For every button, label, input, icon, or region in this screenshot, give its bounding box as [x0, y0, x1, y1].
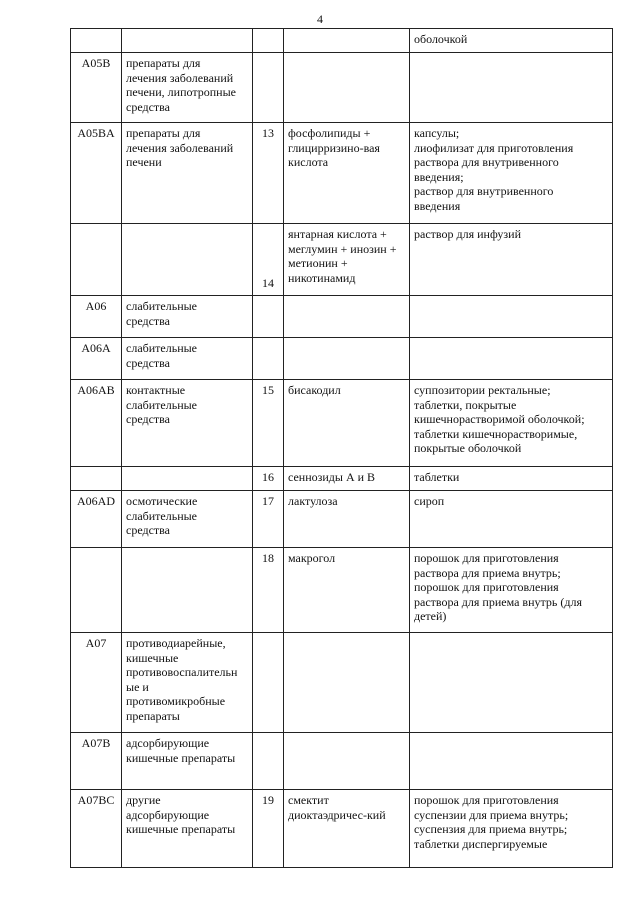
number-cell: 19	[253, 790, 284, 868]
table-row	[71, 29, 613, 53]
atc-code-cell: A05B	[71, 53, 122, 123]
number-cell	[253, 29, 284, 53]
table-row	[71, 491, 613, 548]
table-row	[71, 548, 613, 633]
group-cell: препараты для лечения заболеваний печени	[122, 123, 253, 224]
group-cell	[122, 224, 253, 296]
table-row	[71, 338, 613, 380]
inn-cell: лактулоза	[284, 491, 410, 548]
dosage-form-cell: сироп	[410, 491, 613, 548]
dosage-form-cell	[410, 733, 613, 790]
dosage-form-cell: раствор для инфузий	[410, 224, 613, 296]
atc-code-cell: A07	[71, 633, 122, 733]
dosage-form-cell	[410, 633, 613, 733]
table-row	[71, 123, 613, 224]
dosage-form-cell: суппозитории ректальные; таблетки, покрытые кишечнорастворимой оболочкой; таблетки кишечнорастворимые, покрытые оболочкой	[410, 380, 613, 467]
inn-cell	[284, 53, 410, 123]
atc-code-cell: A06	[71, 296, 122, 338]
atc-code-cell	[71, 29, 122, 53]
number-cell	[253, 338, 284, 380]
table-row	[71, 733, 613, 790]
inn-cell	[284, 733, 410, 790]
atc-code-cell: A06AB	[71, 380, 122, 467]
dosage-form-cell: порошок для приготовления суспензии для приема внутрь; суспензия для приема внутрь; таблетки диспергируемые	[410, 790, 613, 868]
atc-code-cell: A07B	[71, 733, 122, 790]
dosage-form-cell	[410, 53, 613, 123]
atc-code-cell: A05BA	[71, 123, 122, 224]
group-cell: препараты для лечения заболеваний печени, липотропные средства	[122, 53, 253, 123]
atc-code-cell	[71, 224, 122, 296]
group-cell: другие адсорбирующие кишечные препараты	[122, 790, 253, 868]
atc-code-cell	[71, 548, 122, 633]
dosage-form-cell: таблетки	[410, 467, 613, 491]
group-cell	[122, 467, 253, 491]
page-number: 4	[317, 12, 323, 26]
group-cell: осмотические слабительные средства	[122, 491, 253, 548]
number-cell	[253, 633, 284, 733]
inn-cell	[284, 633, 410, 733]
table-row	[71, 467, 613, 491]
inn-cell	[284, 338, 410, 380]
atc-code-cell: A07BC	[71, 790, 122, 868]
number-cell	[253, 733, 284, 790]
number-cell: 17	[253, 491, 284, 548]
dosage-form-cell	[410, 296, 613, 338]
number-cell: 13	[253, 123, 284, 224]
atc-code-cell	[71, 467, 122, 491]
atc-code-cell: A06A	[71, 338, 122, 380]
inn-cell: фосфолипиды + глицирризино-вая кислота	[284, 123, 410, 224]
inn-cell	[284, 29, 410, 53]
number-cell: 16	[253, 467, 284, 491]
inn-cell	[284, 296, 410, 338]
group-cell: контактные слабительные средства	[122, 380, 253, 467]
dosage-form-cell	[410, 338, 613, 380]
dosage-form-cell: оболочкой	[410, 29, 613, 53]
table-row	[71, 790, 613, 868]
group-cell: адсорбирующие кишечные препараты	[122, 733, 253, 790]
number-cell	[253, 296, 284, 338]
drug-table	[70, 28, 613, 868]
table-row	[71, 633, 613, 733]
table-row	[71, 53, 613, 123]
number-cell: 18	[253, 548, 284, 633]
inn-cell: смектит диоктаэдричес-кий	[284, 790, 410, 868]
inn-cell: янтарная кислота + меглумин + инозин + метионин + никотинамид	[284, 224, 410, 296]
inn-cell: сеннозиды А и В	[284, 467, 410, 491]
number-cell: 14	[253, 224, 284, 296]
table-row	[71, 224, 613, 296]
table-row	[71, 380, 613, 467]
group-cell: противодиарейные, кишечные противовоспалительн ые и противомикробные препараты	[122, 633, 253, 733]
group-cell	[122, 548, 253, 633]
number-cell	[253, 53, 284, 123]
table-row	[71, 296, 613, 338]
atc-code-cell: A06AD	[71, 491, 122, 548]
number-cell: 15	[253, 380, 284, 467]
group-cell: слабительные средства	[122, 296, 253, 338]
dosage-form-cell: капсулы; лиофилизат для приготовления раствора для внутривенного введения; раствор для внутривенного введения	[410, 123, 613, 224]
inn-cell: бисакодил	[284, 380, 410, 467]
group-cell	[122, 29, 253, 53]
group-cell: слабительные средства	[122, 338, 253, 380]
inn-cell: макрогол	[284, 548, 410, 633]
dosage-form-cell: порошок для приготовления раствора для приема внутрь; порошок для приготовления раствора для приема внутрь (для детей)	[410, 548, 613, 633]
